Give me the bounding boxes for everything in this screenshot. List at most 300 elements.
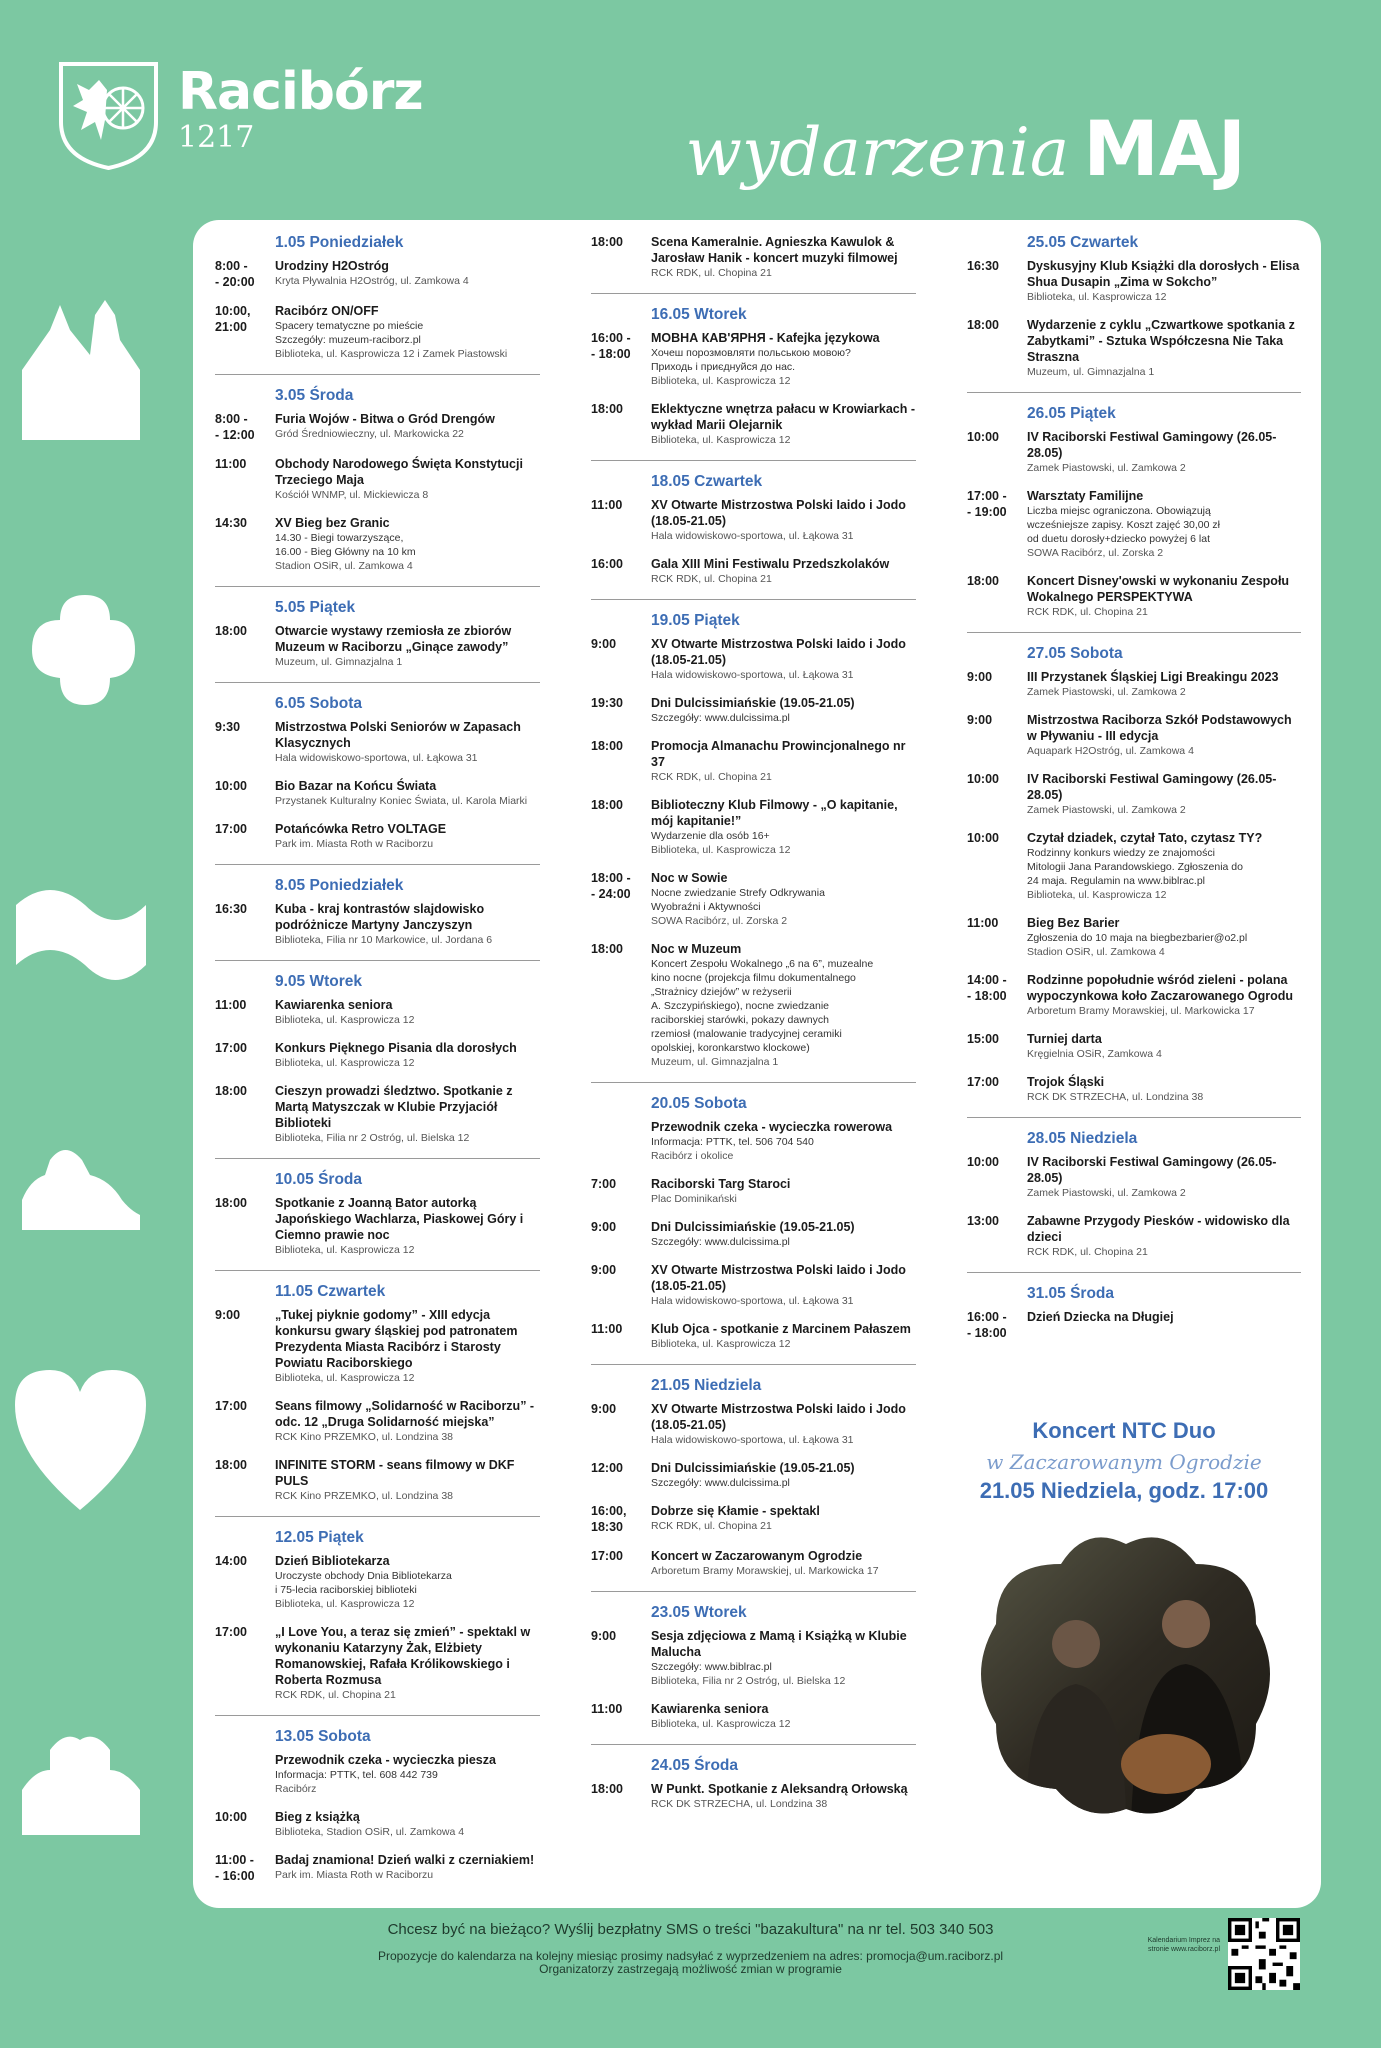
event-item (967, 972, 1301, 1018)
event-item (215, 901, 540, 947)
title-month: MAJ (1083, 104, 1246, 193)
event-body (275, 1040, 540, 1070)
event-body (651, 234, 916, 280)
heart-shape-icon (15, 1370, 146, 1510)
event-title: XV Otwarte Mistrzostwa Polski Iaido i Jodo (18.05-21.05) (651, 1263, 906, 1293)
event-body (1027, 1031, 1301, 1061)
event-title: Dni Dulcissimiańskie (19.05-21.05) (651, 696, 855, 710)
event-title: Dzień Bibliotekarza (275, 1554, 390, 1568)
event-place: Biblioteka, Filia nr 2 Ostróg, ul. Bielska 12 (275, 1132, 470, 1144)
event-time: 17:00 - - 19:00 (967, 489, 1007, 519)
event-title: INFINITE STORM - seans filmowy w DKF PULS (275, 1458, 515, 1488)
event-item (215, 1398, 540, 1444)
event-time: 9:30 (215, 720, 241, 734)
event-title: Zabawne Przygody Piesków - widowisko dla dzieci (1027, 1214, 1290, 1244)
event-item (967, 488, 1301, 560)
event-place: RCK RDK, ul. Chopina 21 (275, 1689, 396, 1701)
event-item (591, 1781, 916, 1811)
decorative-silhouettes (0, 0, 160, 2048)
event-place: Biblioteka, ul. Kasprowicza 12 (651, 1718, 791, 1730)
event-item (215, 1624, 540, 1702)
event-body (275, 1852, 540, 1884)
event-description: Liczba miejsc ograniczona. Obowiązują wcześniejsze zapisy. Koszt zajęć 30,00 zł od duetu dorosły+dziecko powyżej 6 lat (1027, 505, 1220, 545)
event-time: 14:00 - - 18:00 (967, 973, 1007, 1003)
event-place: Biblioteka, ul. Kasprowicza 12 (651, 1338, 791, 1350)
event-item (967, 771, 1301, 817)
event-place: RCK Kino PRZEMKO, ul. Londzina 38 (275, 1490, 453, 1502)
event-time: 10:00 (967, 772, 999, 786)
quatrefoil-shape-icon (32, 595, 135, 705)
event-time (591, 1119, 651, 1163)
day-heading: 26.05 Piątek (1027, 405, 1116, 422)
event-time: 18:00 (215, 1458, 247, 1472)
event-time: 18:00 (591, 402, 623, 416)
column-2 (591, 234, 916, 1824)
event-time: 10:00 (967, 1155, 999, 1169)
event-body (651, 695, 916, 725)
day-block (967, 1272, 1301, 1341)
day-heading: 21.05 Niedziela (651, 1377, 762, 1394)
event-body (275, 997, 540, 1027)
event-description: Szczegóły: www.dulcissima.pl (651, 1477, 790, 1489)
event-item (591, 870, 916, 928)
event-title: Bieg Bez Barier (1027, 916, 1120, 930)
event-body (1027, 1074, 1301, 1104)
event-body (1027, 1154, 1301, 1200)
event-place: Zamek Piastowski, ul. Zamkowa 2 (1027, 804, 1186, 816)
event-item (215, 303, 540, 361)
day-block (591, 234, 916, 280)
event-item (591, 234, 916, 280)
event-time: 10:00 (967, 831, 999, 845)
event-title: Kuba - kraj kontrastów slajdowisko podróżnicze Martyny Janczyszyn (275, 902, 485, 932)
event-body (651, 556, 916, 586)
event-item (591, 695, 916, 725)
day-block (591, 293, 916, 447)
city-year: 1217 (178, 120, 255, 155)
column-1 (215, 234, 540, 1897)
event-item (215, 1852, 540, 1884)
event-title: Scena Kameralnie. Agnieszka Kawulok & Jarosław Hanik - koncert muzyki filmowej (651, 235, 898, 265)
event-item (591, 738, 916, 784)
event-title: Koncert Disney'owski w wykonaniu Zespołu Wokalnego PERSPEKTYWA (1027, 574, 1290, 604)
event-place: Arboretum Bramy Morawskiej, ul. Markowicka 17 (651, 1565, 879, 1577)
event-item (591, 1219, 916, 1249)
title-script: wydarzenia (685, 114, 1070, 191)
event-description: Szczegóły: www.biblrac.pl (651, 1661, 772, 1673)
event-item (215, 778, 540, 808)
event-time: 18:00 (591, 798, 623, 812)
event-place: Park im. Miasta Roth w Raciborzu (275, 1869, 434, 1881)
event-body (651, 738, 916, 784)
event-body (651, 1321, 916, 1351)
event-description: Koncert Zespołu Wokalnego „6 na 6”, muzealne kino nocne (projekcja filmu dokumentalnego „Strażnicy dziejów” w reżyserii A. Szczypińskiego), nocne zwiedzanie raciborskiej starówki, pokazy dawnych rzemiosł (malowanie tradycyjnej ceramiki opolskiej, koronkarstwo klockowe) (651, 958, 874, 1054)
event-time: 9:00 (591, 1263, 617, 1277)
event-body (275, 1624, 540, 1702)
event-time: 11:00 - - 16:00 (215, 1853, 255, 1883)
day-block (215, 1270, 540, 1503)
event-item (215, 1809, 540, 1839)
event-body (1027, 488, 1301, 560)
event-title: Sesja zdjęciowa z Mamą i Książką w Klubie Malucha (651, 1629, 907, 1659)
event-time: 16:00 - - 18:00 (967, 1310, 1007, 1340)
day-heading: 12.05 Piątek (275, 1529, 364, 1546)
event-body (275, 1752, 540, 1796)
event-time: 18:00 (591, 942, 623, 956)
event-time: 8:00 - - 12:00 (215, 412, 255, 442)
event-description: Nocne zwiedzanie Strefy Odkrywania Wyobraźni i Aktywności (651, 887, 825, 913)
event-time: 10:00, 21:00 (215, 304, 251, 334)
event-title: XV Otwarte Mistrzostwa Polski Iaido i Jodo (18.05-21.05) (651, 498, 906, 528)
event-item (591, 1262, 916, 1308)
event-title: Rodzinne popołudnie wśród zieleni - polana wypoczynkowa koło Zaczarowanego Ogrodu (1027, 973, 1294, 1003)
event-body (1027, 712, 1301, 758)
event-title: IV Raciborski Festiwal Gamingowy (26.05-28.05) (1027, 1155, 1277, 1185)
event-title: Dni Dulcissimiańskie (19.05-21.05) (651, 1220, 855, 1234)
event-place: Biblioteka, ul. Kasprowicza 12 (275, 1372, 415, 1384)
event-place: Zamek Piastowski, ul. Zamkowa 2 (1027, 462, 1186, 474)
event-body (275, 1457, 540, 1503)
event-description: Rodzinny konkurs wiedzy ze znajomości Mitologii Jana Parandowskiego. Zgłoszenia do 24 maja. Regulamin na www.biblrac.pl (1027, 847, 1243, 887)
event-item (591, 941, 916, 1069)
event-body (651, 1262, 916, 1308)
event-title: Spotkanie z Joanną Bator autorką Japońskiego Wachlarza, Piaskowej Góry i Ciemno prawie noc (275, 1196, 524, 1242)
event-item (967, 258, 1301, 304)
event-place: Arboretum Bramy Morawskiej, ul. Markowicka 17 (1027, 1005, 1255, 1017)
event-place: Kościół WNMP, ul. Mickiewicza 8 (275, 489, 429, 501)
event-time: 11:00 (967, 916, 999, 930)
event-time: 9:00 (591, 1220, 617, 1234)
event-title: Koncert w Zaczarowanym Ogrodzie (651, 1549, 863, 1563)
event-time: 9:00 (591, 637, 617, 651)
day-block (215, 682, 540, 851)
event-title: Obchody Narodowego Święta Konstytucji Trzeciego Maja (275, 457, 523, 487)
event-place: Gród Średniowieczny, ul. Markowicka 22 (275, 428, 464, 440)
event-body (1027, 258, 1301, 304)
event-description: Zgłoszenia do 10 maja na biegbezbarier@o2.pl (1027, 932, 1248, 944)
event-place: RCK Kino PRZEMKO, ul. Londzina 38 (275, 1431, 453, 1443)
day-heading: 13.05 Sobota (275, 1728, 371, 1745)
event-body (651, 1628, 916, 1688)
event-time: 9:00 (215, 1308, 241, 1322)
event-time: 17:00 (591, 1549, 623, 1563)
day-heading: 3.05 Środa (275, 387, 354, 404)
event-time: 14:30 (215, 516, 247, 530)
event-title: Kawiarenka seniora (275, 998, 393, 1012)
event-time: 18:00 (215, 1196, 247, 1210)
event-title: Furia Wojów - Bitwa o Gród Drengów (275, 412, 495, 426)
event-body (651, 1119, 916, 1163)
event-time: 19:30 (591, 696, 623, 710)
event-title: Dni Dulcissimiańskie (19.05-21.05) (651, 1461, 855, 1475)
event-place: Biblioteka, ul. Kasprowicza 12 (275, 1014, 415, 1026)
day-block (215, 586, 540, 669)
event-title: Raciborski Targ Staroci (651, 1177, 791, 1191)
event-place: Zamek Piastowski, ul. Zamkowa 2 (1027, 1187, 1186, 1199)
event-item (215, 411, 540, 443)
day-heading: 19.05 Piątek (651, 612, 740, 629)
day-block (591, 1591, 916, 1731)
event-title: Noc w Sowie (651, 871, 728, 885)
event-body (651, 797, 916, 857)
event-title: Trojok Śląski (1027, 1075, 1105, 1089)
event-title: „I Love You, a teraz się zmień” - spektakl w wykonaniu Katarzyny Żak, Elżbiety Romanowskiej, Rafała Królikowskiego i Roberta Rozmusa (275, 1625, 531, 1687)
event-body (651, 1460, 916, 1490)
day-heading: 25.05 Czwartek (1027, 234, 1139, 251)
event-body (1027, 1213, 1301, 1259)
day-heading: 18.05 Czwartek (651, 473, 763, 490)
event-time: 18:00 (591, 739, 623, 753)
day-heading: 11.05 Czwartek (275, 1283, 386, 1300)
event-place: Racibórz (275, 1783, 317, 1795)
event-title: Mistrzostwa Polski Seniorów w Zapasach Klasycznych (275, 720, 521, 750)
event-description: Szczegóły: www.dulcissima.pl (651, 1236, 790, 1248)
event-place: Muzeum, ul. Gimnazjalna 1 (651, 1056, 779, 1068)
event-item (967, 712, 1301, 758)
event-title: Dyskusyjny Klub Książki dla dorosłych - Elisa Shua Dusapin „Zima w Sokcho” (1027, 259, 1300, 289)
day-heading: 9.05 Wtorek (275, 973, 363, 990)
event-item (215, 1195, 540, 1257)
event-time: 9:00 (967, 670, 993, 684)
event-body (275, 1553, 540, 1611)
event-body (275, 778, 540, 808)
event-place: Biblioteka, ul. Kasprowicza 12 (1027, 889, 1167, 901)
event-time: 18:00 (967, 574, 999, 588)
event-title: Przewodnik czeka - wycieczka rowerowa (651, 1120, 893, 1134)
event-body (651, 330, 916, 388)
event-place: Zamek Piastowski, ul. Zamkowa 2 (1027, 686, 1186, 698)
event-time: 11:00 (215, 998, 247, 1012)
day-heading: 20.05 Sobota (651, 1095, 747, 1112)
event-body (1027, 669, 1301, 699)
event-place: Biblioteka, ul. Kasprowicza 12 i Zamek Piastowski (275, 348, 508, 360)
event-time: 18:00 (591, 1782, 623, 1796)
day-heading: 28.05 Niedziela (1027, 1130, 1138, 1147)
event-description: Szczegóły: www.dulcissima.pl (651, 712, 790, 724)
day-block (215, 1158, 540, 1257)
event-body (651, 1781, 916, 1811)
event-time: 17:00 (215, 1625, 247, 1639)
sms-notice: Chcesz być na bieżąco? Wyślij bezpłatny SMS o treści "bazakultura" na nr tel. 503 340 503 (387, 1921, 994, 1938)
event-time: 8:00 - - 20:00 (215, 259, 255, 289)
day-block (215, 234, 540, 361)
event-body (651, 401, 916, 447)
event-body (275, 1195, 540, 1257)
event-place: SOWA Racibórz, ul. Zorska 2 (1027, 547, 1164, 559)
event-time: 18:00 (967, 318, 999, 332)
event-time: 17:00 (215, 1399, 247, 1413)
event-body (275, 456, 540, 502)
event-body (275, 411, 540, 443)
column-3 (967, 234, 1301, 1354)
event-time: 10:00 (215, 1810, 247, 1824)
event-time: 16:00, 18:30 (591, 1504, 627, 1534)
event-time: 12:00 (591, 1461, 623, 1475)
event-body (1027, 972, 1301, 1018)
day-block (591, 460, 916, 586)
event-title: Bio Bazar na Końcu Świata (275, 779, 437, 793)
city-name: Racibórz (178, 62, 423, 122)
event-item (967, 915, 1301, 959)
event-item (967, 669, 1301, 699)
qr-code-icon[interactable] (1228, 1918, 1300, 1990)
event-body (275, 1083, 540, 1145)
event-body (275, 258, 540, 290)
day-heading: 23.05 Wtorek (651, 1604, 747, 1621)
event-time: 9:00 (591, 1402, 617, 1416)
day-block (967, 632, 1301, 1104)
event-time: 16:30 (967, 259, 999, 273)
event-title: XV Bieg bez Granic (275, 516, 390, 530)
day-block (215, 960, 540, 1145)
event-time: 18:00 (591, 235, 623, 249)
event-body (651, 1503, 916, 1535)
event-item (967, 573, 1301, 619)
event-place: Aquapark H2Ostróg, ul. Zamkowa 4 (1027, 745, 1194, 757)
event-place: Hala widowiskowo-sportowa, ul. Łąkowa 31 (651, 1295, 854, 1307)
event-body (651, 636, 916, 682)
event-place: Hala widowiskowo-sportowa, ul. Łąkowa 31 (651, 1434, 854, 1446)
event-title: XV Otwarte Mistrzostwa Polski Iaido i Jodo (18.05-21.05) (651, 637, 906, 667)
event-time: 18:00 - - 24:00 (591, 871, 631, 901)
event-place: RCK RDK, ul. Chopina 21 (651, 267, 772, 279)
event-place: Biblioteka, ul. Kasprowicza 12 (1027, 291, 1167, 303)
wave-shape-icon (16, 890, 146, 980)
event-item (591, 1628, 916, 1688)
event-title: Wydarzenie z cyklu „Czwartkowe spotkania z Zabytkami” - Sztuka Współczesna Nie Taka Straszna (1027, 318, 1295, 364)
day-heading: 31.05 Środa (1027, 1285, 1115, 1302)
event-place: Plac Dominikański (651, 1193, 737, 1205)
event-title: Przewodnik czeka - wycieczka piesza (275, 1753, 496, 1767)
event-item (215, 1307, 540, 1385)
event-item (215, 997, 540, 1027)
event-body (651, 870, 916, 928)
event-item (591, 1401, 916, 1447)
event-place: RCK RDK, ul. Chopina 21 (651, 771, 772, 783)
event-time: 11:00 (591, 1322, 623, 1336)
day-block (967, 1117, 1301, 1259)
event-item (591, 1548, 916, 1578)
event-time: 10:00 (967, 430, 999, 444)
day-heading: 5.05 Piątek (275, 599, 356, 616)
event-time: 16:00 - - 18:00 (591, 331, 631, 361)
event-title: Klub Ojca - spotkanie z Marcinem Pałaszem (651, 1322, 911, 1336)
event-place: Biblioteka, ul. Kasprowicza 12 (651, 844, 791, 856)
event-item (215, 719, 540, 765)
event-time (215, 1752, 275, 1796)
day-block (215, 374, 540, 573)
event-place: RCK DK STRZECHA, ul. Londzina 38 (1027, 1091, 1204, 1103)
event-time: 16:00 (591, 557, 623, 571)
event-title: IV Raciborski Festiwal Gamingowy (26.05-28.05) (1027, 430, 1277, 460)
event-description: Informacja: PTTK, tel. 506 704 540 (651, 1136, 814, 1148)
event-place: Biblioteka, ul. Kasprowicza 12 (651, 375, 791, 387)
event-time: 14:00 (215, 1554, 247, 1568)
event-item (215, 1457, 540, 1503)
event-place: Kręgielnia OSiR, Zamkowa 4 (1027, 1048, 1162, 1060)
event-place: Racibórz i okolice (651, 1150, 734, 1162)
event-body (1027, 1309, 1301, 1341)
event-body (651, 497, 916, 543)
event-body (275, 515, 540, 573)
gable-shape-icon (22, 1150, 140, 1230)
event-body (275, 1398, 540, 1444)
event-place: Kryta Pływalnia H2Ostróg, ul. Zamkowa 4 (275, 275, 469, 287)
day-heading: 16.05 Wtorek (651, 306, 747, 323)
event-title: Racibórz ON/OFF (275, 304, 379, 318)
event-title: Noc w Muzeum (651, 942, 742, 956)
event-body (651, 1176, 916, 1206)
qr-caption: Kalendarium Imprez na stronie www.raciborz.pl (1147, 1937, 1220, 1953)
event-item (967, 1031, 1301, 1061)
event-body (1027, 573, 1301, 619)
event-place: Biblioteka, Stadion OSiR, ul. Zamkowa 4 (275, 1826, 465, 1838)
event-title: Eklektyczne wnętrza pałacu w Krowiarkach - wykład Marii Olejarnik (651, 402, 915, 432)
event-description: Wydarzenie dla osób 16+ (651, 830, 770, 842)
event-item (591, 1176, 916, 1206)
event-place: RCK RDK, ul. Chopina 21 (1027, 606, 1148, 618)
event-body (275, 821, 540, 851)
day-block (967, 392, 1301, 619)
event-title: Promocja Almanachu Prowincjonalnego nr 37 (651, 739, 906, 769)
day-block (591, 1364, 916, 1578)
event-item (591, 401, 916, 447)
promo-title: Koncert NTC Duo (1032, 1418, 1216, 1443)
event-item (591, 497, 916, 543)
event-title: III Przystanek Śląskiej Ligi Breakingu 2023 (1027, 670, 1279, 684)
event-place: Stadion OSiR, ul. Zamkowa 4 (1027, 946, 1165, 958)
event-body (1027, 317, 1301, 379)
event-place: Biblioteka, ul. Kasprowicza 12 (275, 1057, 415, 1069)
event-item (967, 1154, 1301, 1200)
event-item (591, 1701, 916, 1731)
event-body (275, 719, 540, 765)
event-item (591, 797, 916, 857)
event-time: 11:00 (591, 1702, 623, 1716)
event-title: Urodziny H2Ostróg (275, 259, 389, 273)
event-place: RCK RDK, ul. Chopina 21 (1027, 1246, 1148, 1258)
event-item (967, 1213, 1301, 1259)
event-place: Przystanek Kulturalny Koniec Świata, ul. Karola Miarki (275, 795, 528, 807)
event-body (651, 1219, 916, 1249)
event-title: Kawiarenka seniora (651, 1702, 769, 1716)
event-item (591, 330, 916, 388)
event-place: Hala widowiskowo-sportowa, ul. Łąkowa 31 (651, 669, 854, 681)
event-title: „Tukej piyknie godomy” - XIII edycja konkursu gwary śląskiej pod patronatem Prezydenta Miasta Racibórz i Starosty Powiatu Raciborskiego (275, 1308, 518, 1370)
day-heading: 10.05 Środa (275, 1171, 363, 1188)
event-item (215, 515, 540, 573)
event-body (1027, 915, 1301, 959)
event-title: W Punkt. Spotkanie z Aleksandrą Orłowską (651, 1782, 908, 1796)
day-heading: 27.05 Sobota (1027, 645, 1123, 662)
event-time: 11:00 (591, 498, 623, 512)
event-body (275, 623, 540, 669)
day-block (215, 1715, 540, 1884)
event-place: Muzeum, ul. Gimnazjalna 1 (1027, 366, 1155, 378)
event-body (651, 1401, 916, 1447)
event-item (967, 317, 1301, 379)
day-block (591, 1744, 916, 1811)
event-item (967, 830, 1301, 902)
event-item (215, 1553, 540, 1611)
event-time: 18:00 (215, 624, 247, 638)
event-item (591, 1460, 916, 1490)
event-place: Muzeum, ul. Gimnazjalna 1 (275, 656, 403, 668)
promo-subtitle: w Zaczarowanym Ogrodzie (986, 1450, 1262, 1474)
event-place: Stadion OSiR, ul. Zamkowa 4 (275, 560, 413, 572)
day-block (967, 234, 1301, 379)
event-place: Biblioteka, ul. Kasprowicza 12 (275, 1598, 415, 1610)
